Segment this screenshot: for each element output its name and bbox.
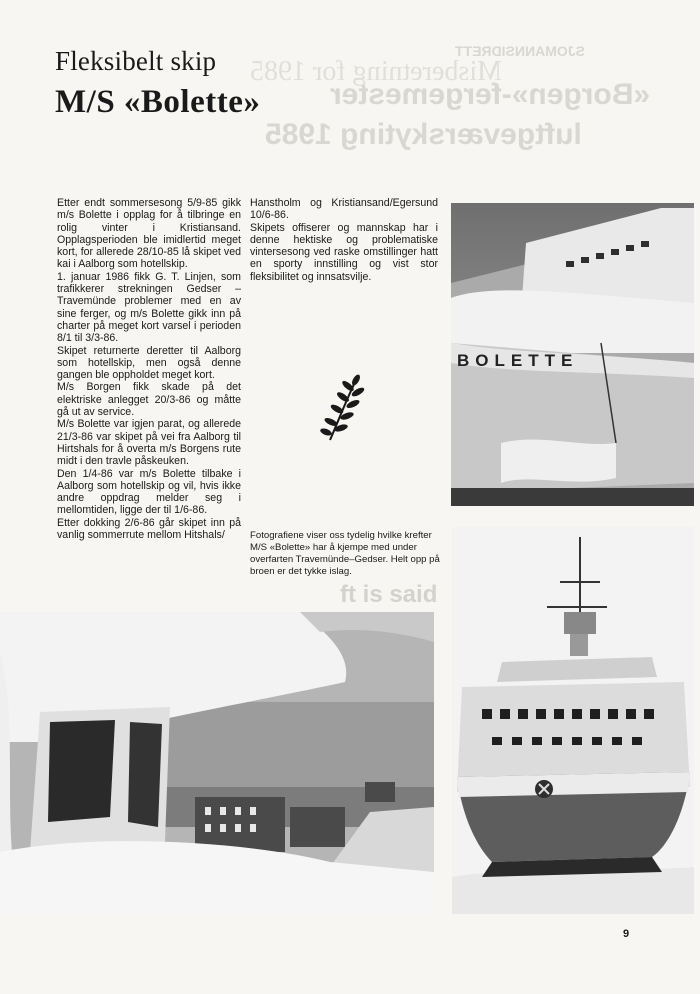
paragraph: Skipet returnerte deretter til Aalborg som hotellskip, men også denne gangen ble oppholdet meget kort. xyxy=(57,344,241,382)
paragraph: Etter endt sommersesong 5/9-85 gikk m/s Bolette i opplag for å tilbringe en rolig vinter i Kristiansand. Opplagsperioden ble imidlertid meget kort, for allerede 28/10-85 lå skipet ved kai i Aalborg som hotellskip. xyxy=(57,197,241,271)
paragraph: Hanstholm og Kristiansand/Egersund 10/6-86. xyxy=(250,197,438,222)
paragraph: Den 1/4-86 var m/s Bolette tilbake i Aalborg som hotellskip og vil, hvis ikke andre oppdrag melder seg i mellomtiden, ligge der til 1/6-86. xyxy=(57,467,241,517)
photo-iced-ship xyxy=(452,527,694,914)
article-headline: M/S «Bolette» xyxy=(55,84,261,120)
paragraph: M/s Bolette var igjen parat, og allerede 21/3-86 var skipet på vei fra Aalborg til Hirtshals for å overta m/s Borgens rute midt i den travle påskeuken. xyxy=(57,418,241,468)
show-through-header: SJOMANNSIDRETT xyxy=(455,43,585,59)
paragraph: Skipets offiserer og mannskap har i denne hektiske og problematiske vintersesong ved raske omstillinger hatt en sporty innstilling og vist stor fleksibilitet og innsatsvilje. xyxy=(250,221,438,283)
photo-iced-bow xyxy=(451,203,694,506)
paragraph: M/s Borgen fikk skade på det elektriske anlegget 20/3-86 og måtte gå ut av service. xyxy=(57,381,241,419)
paragraph: Etter dokking 2/6-86 går skipet inn på vanlig sommerrute mellom Hitshals/ xyxy=(57,516,241,542)
show-through-snippet: ft is said xyxy=(340,581,438,608)
show-through-line1: «Borgen»-fergemester xyxy=(330,78,651,111)
article-column-2 xyxy=(250,197,438,283)
article-kicker: Fleksibelt skip xyxy=(55,46,217,76)
paragraph: 1. januar 1986 fikk G. T. Linjen, som trafikkerer strekningen Gedser – Travemünde problemer med en av sine ferger, og m/s Bolette gikk inn på charter på meget kort varsel i perioden 8/1 til 3/3-86. xyxy=(57,270,241,345)
photo-iced-bridge xyxy=(0,612,434,914)
laurel-ornament-icon xyxy=(316,370,366,444)
page-number: 9 xyxy=(623,928,630,940)
show-through-line3: Misberetning for 1985 xyxy=(250,56,502,87)
photo-caption: Fotografiene viser oss tydelig hvilke krefter M/S «Bolette» har å kjempe med under overfarten Travemünde–Gedser. Helt opp på broen er det tykke islag. xyxy=(250,530,440,577)
show-through-line2: luftgeværskyting 1985 xyxy=(265,118,582,151)
article-column-1 xyxy=(57,197,241,541)
hull-lettering: BOLETTE xyxy=(457,351,579,370)
